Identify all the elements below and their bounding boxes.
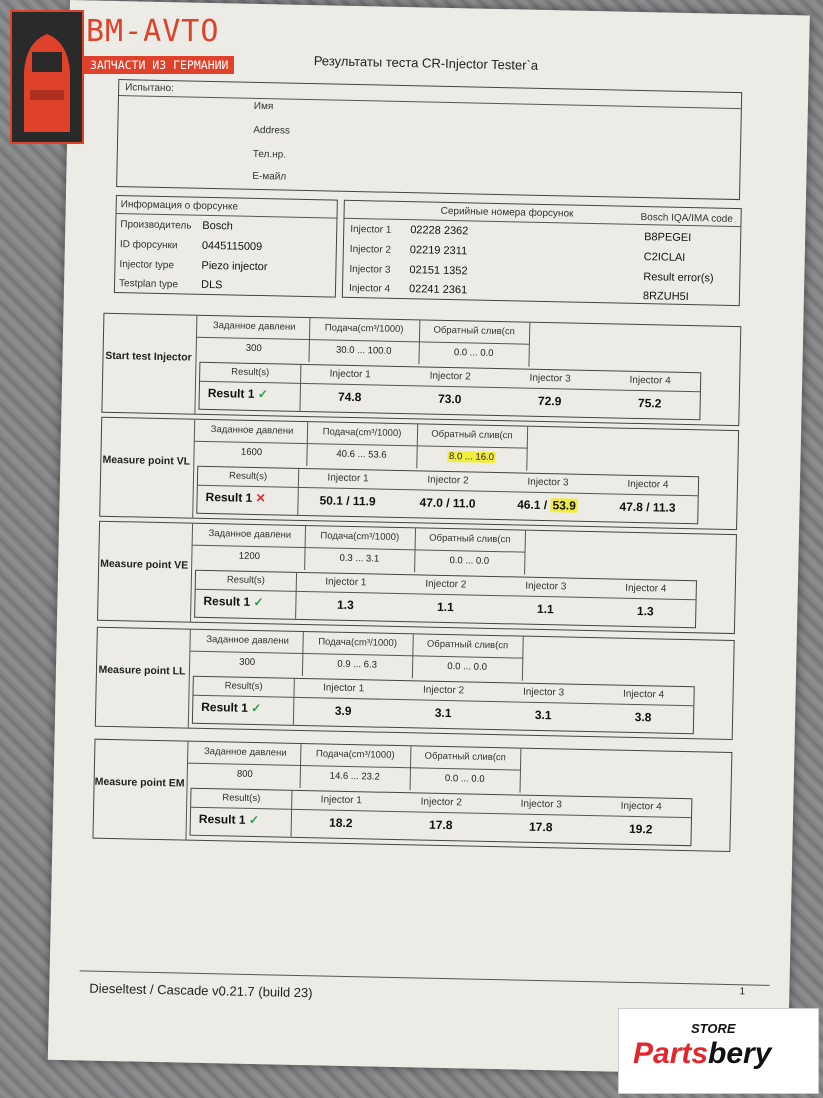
section-name: Measure point EM xyxy=(94,775,185,790)
injector-header: Injector 2 xyxy=(420,796,462,809)
injector-header: Injector 1 xyxy=(329,368,371,381)
delivery-header: Подача(cm³/1000) xyxy=(322,426,402,440)
page-number: 1 xyxy=(739,986,746,998)
field-phone-label: Тел.нр. xyxy=(252,148,287,161)
return-range xyxy=(415,554,523,567)
injector-header: Injector 1 xyxy=(325,576,367,589)
injector-result-value: 75.2 xyxy=(637,395,662,411)
pressure-header: Заданное давлени xyxy=(210,424,294,437)
results-header: Result(s) xyxy=(224,680,263,693)
injector-result-value: 1.3 xyxy=(336,597,354,613)
return-header: Обратный слив(сп xyxy=(426,638,509,652)
injector-result-value: 3.1 xyxy=(534,707,552,723)
injector-result-value: 17.8 xyxy=(528,819,553,835)
delivery-header: Подача(cm³/1000) xyxy=(315,748,395,761)
pressure-value: 1600 xyxy=(240,446,263,459)
test-section xyxy=(95,627,735,740)
brand-part-a: Parts xyxy=(633,1037,709,1070)
section-name: Start test Injector xyxy=(105,349,192,364)
test-section xyxy=(97,521,737,634)
bm-avto-logo xyxy=(10,10,268,140)
section-name: Measure point LL xyxy=(98,663,186,678)
return-header: Обратный слив(сп xyxy=(424,750,506,764)
return-range-text: 0.0 ... 0.0 xyxy=(447,661,488,673)
delivery-range: 40.6 ... 53.6 xyxy=(336,448,387,461)
injector-result-value: 3.8 xyxy=(634,709,652,725)
test-section xyxy=(92,739,732,852)
return-range xyxy=(417,450,525,463)
delivery-header: Подача(cm³/1000) xyxy=(320,530,400,544)
info-label: Testplan type xyxy=(118,278,179,291)
info-value: Piezo injector xyxy=(201,259,268,274)
injector-info-section xyxy=(114,195,338,298)
results-header: Result(s) xyxy=(226,574,265,587)
results-table xyxy=(194,570,697,629)
return-range-text: 0.0 ... 0.0 xyxy=(444,773,485,785)
return-header: Обратный слив(сп xyxy=(433,324,515,338)
injector-header: Injector 2 xyxy=(425,578,467,591)
return-range-text: 0.0 ... 0.0 xyxy=(449,555,490,567)
delivery-header: Подача(cm³/1000) xyxy=(324,322,404,336)
result-label-text: Result 1 xyxy=(198,811,246,827)
injector-result-value: 1.1 xyxy=(536,601,554,617)
pressure-value: 300 xyxy=(239,656,256,669)
delivery-range: 14.6 ... 23.2 xyxy=(329,770,381,783)
injector-header: Injector 4 xyxy=(620,800,662,813)
results-header: Result(s) xyxy=(222,792,261,805)
result-label xyxy=(208,386,268,401)
serial-label: Injector 3 xyxy=(349,263,391,276)
section-name: Measure point VL xyxy=(102,453,191,468)
return-range xyxy=(420,346,528,359)
result-delivery: 46.1 / xyxy=(517,497,551,513)
return-header: Обратный слив(сп xyxy=(429,532,511,546)
results-header: Result(s) xyxy=(228,470,268,483)
injector-result-value: 1.3 xyxy=(636,604,654,619)
injector-header: Injector 2 xyxy=(427,474,469,487)
injector-header: Injector 4 xyxy=(629,374,671,387)
return-range xyxy=(413,660,521,673)
pressure-value: 800 xyxy=(236,768,253,780)
return-range xyxy=(411,772,519,785)
info-value: 0445115009 xyxy=(201,239,263,254)
field-name-label: Имя xyxy=(253,100,274,113)
injector-header: Injector 2 xyxy=(429,370,471,383)
field-email-label: E-майл xyxy=(252,170,287,183)
injector-result-value: 74.8 xyxy=(337,389,362,405)
logo-tagline: ЗАПЧАСТИ ИЗ ГЕРМАНИИ xyxy=(84,56,234,74)
serial-value: 02241 2361 xyxy=(408,283,468,297)
check-icon: ✓ xyxy=(253,594,264,610)
injector-result-value: 50.1 / 11.9 xyxy=(319,493,376,509)
injector-info-title: Информация о форсунке xyxy=(120,199,239,213)
pressure-value: 1200 xyxy=(238,550,261,563)
injector-header: Injector 2 xyxy=(422,684,465,697)
serial-value: 02228 2362 xyxy=(410,224,469,238)
tested-title: Испытано: xyxy=(125,82,174,95)
iqa-code: 8RZUH5I xyxy=(642,290,689,304)
iqa-code-title: Bosch IQA/IMA code xyxy=(640,211,733,225)
results-table xyxy=(198,362,701,421)
serial-label: Injector 4 xyxy=(348,282,391,295)
serial-label: Injector 1 xyxy=(350,223,392,236)
test-section xyxy=(101,313,741,426)
check-icon: ✓ xyxy=(248,812,260,828)
injector-result-value: 17.8 xyxy=(428,817,453,833)
delivery-range: 0.9 ... 6.3 xyxy=(337,658,378,671)
serial-value: 02151 1352 xyxy=(409,264,468,278)
iqa-code: C2ICLAI xyxy=(643,251,686,264)
info-label: ID форсунки xyxy=(119,239,178,252)
delivery-range: 0.3 ... 3.1 xyxy=(339,552,380,565)
highlighted-value: 53.9 xyxy=(552,498,577,513)
injector-result-value: 47.0 / 11.0 xyxy=(419,495,476,511)
injector-result-value: 47.8 / 11.3 xyxy=(619,499,676,515)
check-icon: ✓ xyxy=(251,700,262,716)
logo-store-text: STORE xyxy=(691,1021,736,1036)
injector-header: Injector 3 xyxy=(527,476,569,489)
return-header: Обратный слив(сп xyxy=(431,428,513,442)
result-label xyxy=(199,812,259,827)
delivery-range: 30.0 ... 100.0 xyxy=(335,344,392,357)
cross-icon: ✕ xyxy=(255,490,266,506)
iqa-code: B8PEGEI xyxy=(644,231,692,245)
check-icon: ✓ xyxy=(257,387,269,402)
serial-numbers-section xyxy=(342,200,742,306)
result-label xyxy=(205,490,265,505)
injector-result-value: 1.1 xyxy=(436,599,454,615)
injector-header: Injector 1 xyxy=(322,682,365,695)
injector-header: Injector 4 xyxy=(627,478,669,491)
result-label-text: Result 1 xyxy=(203,593,251,609)
result-label xyxy=(203,594,263,609)
pressure-header: Заданное давлени xyxy=(208,528,292,541)
serials-title: Серийные номера форсунок xyxy=(440,205,574,220)
results-table xyxy=(196,466,699,525)
result-label xyxy=(201,700,261,715)
pressure-header: Заданное давлени xyxy=(203,745,287,759)
injector-header: Injector 4 xyxy=(622,688,665,701)
car-icon xyxy=(10,10,84,144)
return-range-text: 0.0 ... 0.0 xyxy=(453,347,494,359)
result-label-text: Result 1 xyxy=(207,385,255,401)
return-range-text: 8.0 ... 16.0 xyxy=(448,451,495,463)
field-address-label: Address xyxy=(253,124,291,137)
results-table xyxy=(192,676,695,735)
pressure-header: Заданное давлени xyxy=(212,320,296,333)
results-table xyxy=(190,788,693,847)
logo-brand-text: BM-AVTO xyxy=(86,14,220,49)
injector-header: Injector 3 xyxy=(525,580,567,593)
test-section xyxy=(99,417,739,530)
result-label-text: Result 1 xyxy=(205,489,253,505)
serial-label: Injector 2 xyxy=(349,243,392,256)
injector-result-value: 3.1 xyxy=(434,705,452,721)
iqa-code: Result error(s) xyxy=(643,271,714,285)
section-name: Measure point VE xyxy=(100,557,189,572)
logo-brand-text xyxy=(633,1037,771,1071)
info-label: Производитель xyxy=(120,219,192,232)
report-title: Результаты теста CR-Injector Tester`a xyxy=(313,53,539,73)
injector-header: Injector 1 xyxy=(327,472,369,485)
injector-header: Injector 3 xyxy=(520,798,562,811)
partsbery-logo xyxy=(618,1008,819,1094)
pressure-value: 300 xyxy=(245,342,262,355)
serial-value: 02219 2311 xyxy=(409,244,468,258)
injector-result-value: 3.9 xyxy=(334,703,352,719)
pressure-header: Заданное давлени xyxy=(206,633,290,647)
injector-result-value xyxy=(497,497,597,513)
info-value: DLS xyxy=(200,278,223,292)
injector-result-value: 73.0 xyxy=(437,391,462,407)
results-header: Result(s) xyxy=(231,366,270,379)
injector-header: Injector 1 xyxy=(320,794,362,807)
info-label: Injector type xyxy=(119,259,175,272)
test-report-page xyxy=(48,0,810,1075)
injector-header: Injector 4 xyxy=(625,582,667,595)
injector-header: Injector 3 xyxy=(522,686,565,699)
result-label-text: Result 1 xyxy=(201,699,249,715)
info-value: Bosch xyxy=(202,219,233,233)
brand-part-b: bery xyxy=(708,1037,772,1070)
injector-header: Injector 3 xyxy=(529,372,571,385)
delivery-header: Подача(cm³/1000) xyxy=(318,636,398,649)
injector-result-value: 18.2 xyxy=(328,815,353,831)
injector-result-value: 72.9 xyxy=(537,393,562,409)
software-version: Dieseltest / Cascade v0.21.7 (build 23) xyxy=(89,980,313,1001)
injector-result-value: 19.2 xyxy=(628,821,653,837)
